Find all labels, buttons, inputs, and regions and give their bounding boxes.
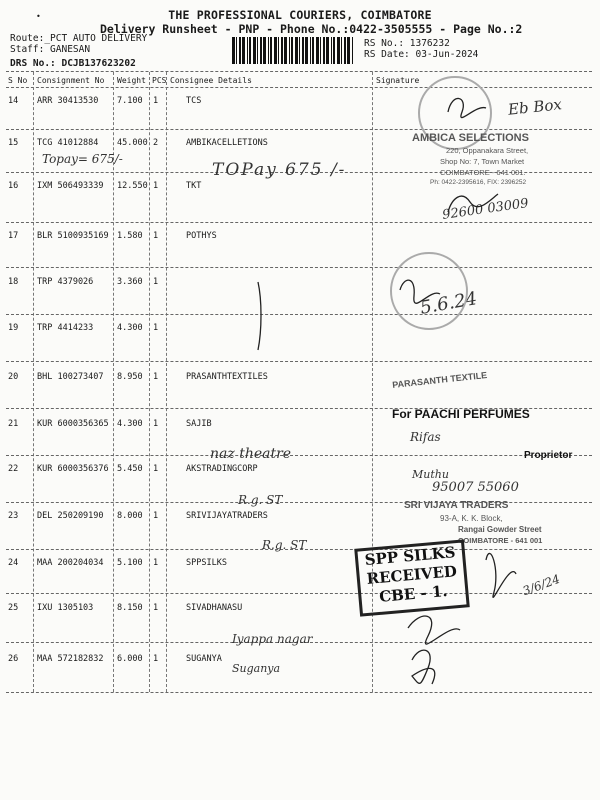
handwritten-note-22: naz theatre [210,446,292,462]
barcode-bar [347,37,350,64]
barcode-bar [253,37,256,64]
srivijaya-stamp-line3: COIMBATORE - 641 001 [458,536,543,545]
row-15-pcs: 2 [153,138,159,148]
row-22-consignment: KUR 6000356376 [37,464,109,474]
handwritten-sign-22: Muthu [412,468,449,481]
col-sno: S No [8,76,28,85]
runsheet-subtitle: Delivery Runsheet - PNP - Phone No.:0422-3505555 - Page No.:2 [100,22,523,36]
barcode-bar [320,37,321,64]
barcode-bar [268,37,269,64]
row-14-consignee: TCS [186,96,202,106]
row-20-weight: 8.950 [117,372,143,382]
ambika-stamp-name: AMBICA SELECTIONS [412,132,529,144]
prasanth-stamp: PARASANTH TEXTILE [391,370,488,390]
srivijaya-stamp-name: SRI VIJAYA TRADERS [404,500,509,511]
row-21-weight: 4.300 [117,419,143,429]
spp-stamp-line1: SPP SILKS [364,543,457,570]
row-15-sno: 15 [8,138,19,148]
divider-sno [33,72,34,692]
row-20-pcs: 1 [153,372,159,382]
handwritten-sign-21: Rifas [410,430,441,444]
row-17-sno: 17 [8,231,19,241]
row-14-weight: 7.100 [117,96,143,106]
barcode-bar [305,37,308,64]
barcode-bar [291,37,293,64]
row-23-pcs: 1 [153,511,159,521]
row-22-sno: 22 [8,464,19,474]
row-16-sno: 16 [8,181,19,191]
divider-weight [149,72,150,692]
row-23-consignment: DEL 250209190 [37,511,104,521]
ambika-stamp-line3: COIMBATORE - 641 001. [440,168,526,177]
barcode-bar [270,37,272,64]
row-22-weight: 5.450 [117,464,143,474]
divider-pcs [166,72,167,692]
row-18-consignment: TRP 4379026 [37,277,94,287]
ambika-stamp-line1: 220, Oppanakara Street, [446,146,529,155]
handwritten-name-25: Iyappa nagar [232,632,313,646]
barcode-bar [326,37,329,64]
rs-date: RS Date: 03-Jun-2024 [364,49,479,60]
row-21-consignee: SAJIB [186,419,212,429]
row-19-sno: 19 [8,323,19,333]
row-rule [6,455,592,456]
row-21-consignment: KUR 6000356365 [37,419,109,429]
barcode-bar [310,37,311,64]
barcode-bar [331,37,332,64]
col-signature: Signature [376,76,420,85]
barcode-bar [316,37,319,64]
barcode-bar [260,37,262,64]
barcode-bar [337,37,340,64]
handwritten-sign-14: Eb Box [507,95,563,119]
corner-mark: • [36,12,41,21]
row-19-pcs: 1 [153,323,159,333]
row-24-pcs: 1 [153,558,159,568]
row-17-consignee: POTHYS [186,231,217,241]
barcode-bar [281,37,283,64]
row-20-consignee: PRASANTHTEXTILES [186,372,268,382]
row-18-weight: 3.360 [117,277,143,287]
row-25-weight: 8.150 [117,603,143,613]
row-20-consignment: BHL 100273407 [37,372,104,382]
row-21-sno: 21 [8,419,19,429]
barcode-bar [323,37,325,64]
handwritten-name-26: Suganya [232,662,281,675]
barcode-bar [302,37,304,64]
row-24-consignment: MAA 200204034 [37,558,104,568]
row-rule [6,314,592,315]
row-26-pcs: 1 [153,654,159,664]
row-16-consignment: IXM 506493339 [37,181,104,191]
srivijaya-stamp-line1: 93-A, K. K. Block, [440,514,503,523]
signature-row-18-stroke [258,282,261,350]
barcode-bar [312,37,314,64]
row-16-consignee: TKT [186,181,202,191]
barcode-bar [239,37,241,64]
signature-row-26 [412,650,435,684]
barcode [232,37,356,64]
staff-label: Staff: GANESAN [10,44,91,55]
proprietor-stamp: Proprietor [524,450,573,461]
barcode-bar [257,37,258,64]
signature-row-24 [486,553,516,597]
col-consignment: Consignment No [37,76,105,85]
barcode-bar [352,37,353,64]
row-19-consignment: TRP 4414233 [37,323,94,333]
handwritten-rgst-23: R.g. ST [262,538,307,552]
barcode-bar [341,37,342,64]
signature-row-25 [408,616,460,644]
row-26-sno: 26 [8,654,19,664]
row-20-sno: 20 [8,372,19,382]
row-23-sno: 23 [8,511,19,521]
row-rule [6,267,592,268]
barcode-bar [333,37,335,64]
rs-number: RS No.: 1376232 [364,38,450,49]
row-15-consignment: TCG 41012884 [37,138,99,148]
row-25-pcs: 1 [153,603,159,613]
spp-stamp-line3: CBE - 1. [378,581,449,606]
row-26-weight: 6.000 [117,654,143,664]
drs-number: DRS No.: DCJB137623202 [10,58,136,69]
row-rule [6,692,592,693]
row-17-weight: 1.580 [117,231,143,241]
route-label: Route:_PCT AUTO DELIVERY [10,33,148,44]
barcode-bar [299,37,300,64]
row-24-weight: 5.100 [117,558,143,568]
row-24-consignee: SPPSILKS [186,558,227,568]
row-14-consignment: ARR 30413530 [37,96,99,106]
handwritten-phone-16: 92600 03009 [441,196,530,223]
row-rule [6,361,592,362]
row-22-consignee: AKSTRADINGCORP [186,464,258,474]
handwritten-date-18: 5.6.24 [418,288,479,319]
row-16-weight: 12.550 [117,181,148,191]
handwritten-date-24: 3/6/24 [520,571,562,599]
row-17-consignment: BLR 5100935169 [37,231,109,241]
row-22-pcs: 1 [153,464,159,474]
company-title: THE PROFESSIONAL COURIERS, COIMBATORE [168,8,432,22]
col-weight: Weight [117,76,146,85]
barcode-bar [295,37,298,64]
row-15-weight: 45.000 [117,138,148,148]
row-26-consignment: MAA 572182832 [37,654,104,664]
barcode-bar [278,37,279,64]
row-25-consignee: SIVADHANASU [186,603,243,613]
row-14-pcs: 1 [153,96,159,106]
row-15-consignee: AMBIKACELLETIONS [186,138,268,148]
barcode-bar [242,37,245,64]
row-16-pcs: 1 [153,181,159,191]
paachi-stamp: For PAACHI PERFUMES [392,407,530,421]
barcode-bar [344,37,346,64]
spp-received-stamp [354,539,470,616]
srivijaya-stamp-line2: Rangai Gowder Street [458,525,542,534]
row-17-pcs: 1 [153,231,159,241]
handwritten-topay-small: Topay= 675/- [42,152,123,166]
col-consignee: Consignee Details [170,76,252,85]
barcode-bar [232,37,235,64]
barcode-bar [247,37,248,64]
barcode-bar [289,37,290,64]
handwritten-topay-large: TOPay 675 /- [212,160,347,180]
ambika-stamp-line2: Shop No: 7, Town Market [440,157,525,166]
barcode-bar [274,37,277,64]
header-top-rule [6,71,592,72]
row-21-pcs: 1 [153,419,159,429]
barcode-bar [236,37,237,64]
row-18-pcs: 1 [153,277,159,287]
barcode-bar [284,37,287,64]
spp-stamp-line2: RECEIVED [365,562,458,588]
row-18-sno: 18 [8,277,19,287]
row-23-consignee: SRIVIJAYATRADERS [186,511,268,521]
row-24-sno: 24 [8,558,19,568]
row-23-weight: 8.000 [117,511,143,521]
ambika-stamp-phone: Ph: 0422-2395616, FIX: 2396252 [430,179,527,186]
row-25-sno: 25 [8,603,19,613]
handwritten-rgst-22: R.g. ST [238,493,283,507]
row-rule [6,222,592,223]
barcode-bar [249,37,251,64]
row-25-consignment: IXU 1305103 [37,603,94,613]
col-pcs: PCS [152,76,167,85]
row-14-sno: 14 [8,96,19,106]
row-rule [6,129,592,130]
barcode-bar [263,37,266,64]
header-bottom-rule [6,87,592,88]
round-seal-18 [390,252,468,330]
row-26-consignee: SUGANYA [186,654,222,664]
handwritten-phone-22: 95007 55060 [432,480,519,495]
row-19-weight: 4.300 [117,323,143,333]
row-rule [6,593,592,594]
